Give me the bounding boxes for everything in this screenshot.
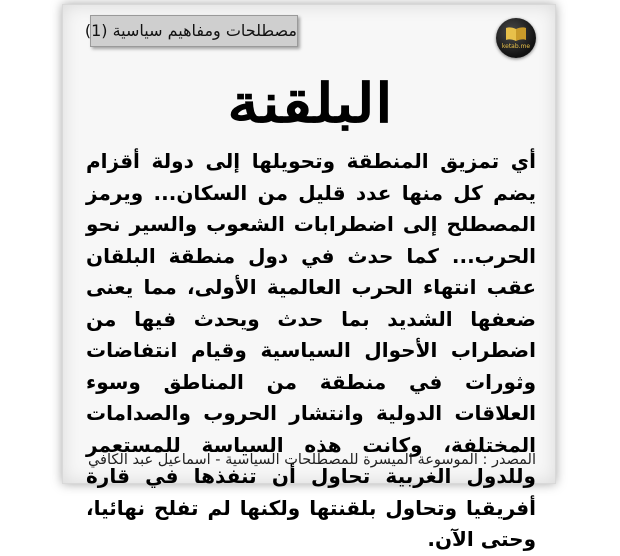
book-logo-icon (505, 26, 527, 42)
article-title: البلقنة (227, 71, 393, 135)
site-logo[interactable] (496, 18, 536, 58)
series-title-label: مصطلحات ومفاهيم سياسية (1) (90, 15, 298, 47)
article-body: أي تمزيق المنطقة وتحويلها إلى دولة أقزام يضم كل منها عدد قليل من السكان... ويرمز المصطلح إلى اضطرابات الشعوب والسير نحو الحرب... كما حدث في دول منطقة البلقان عقب انتهاء الحرب العالمية الأولى، مما يعنى ضعفها الشديد بما حدث ويحدث فيها من اضطراب الأحوال السياسية وقيام انتفاضات وثورات في منطقة من المناطق وسوء العلاقات الدولية وانتشار الحروب والصدامات المختلفة، وكانت هذه السياسة للمستعمر وللدول الغربية تحاول أن تنفذها في قارة أفريقيا وتحاول بلقنتها ولكنها لم تفلح نهائيا، وحتى الآن. (86, 149, 536, 551)
logo-text: ketab.me (501, 43, 531, 50)
source-citation: المصدر : الموسوعة الميسرة للمصطلحات السياسية - اسماعيل عبد الكافي (87, 452, 536, 468)
